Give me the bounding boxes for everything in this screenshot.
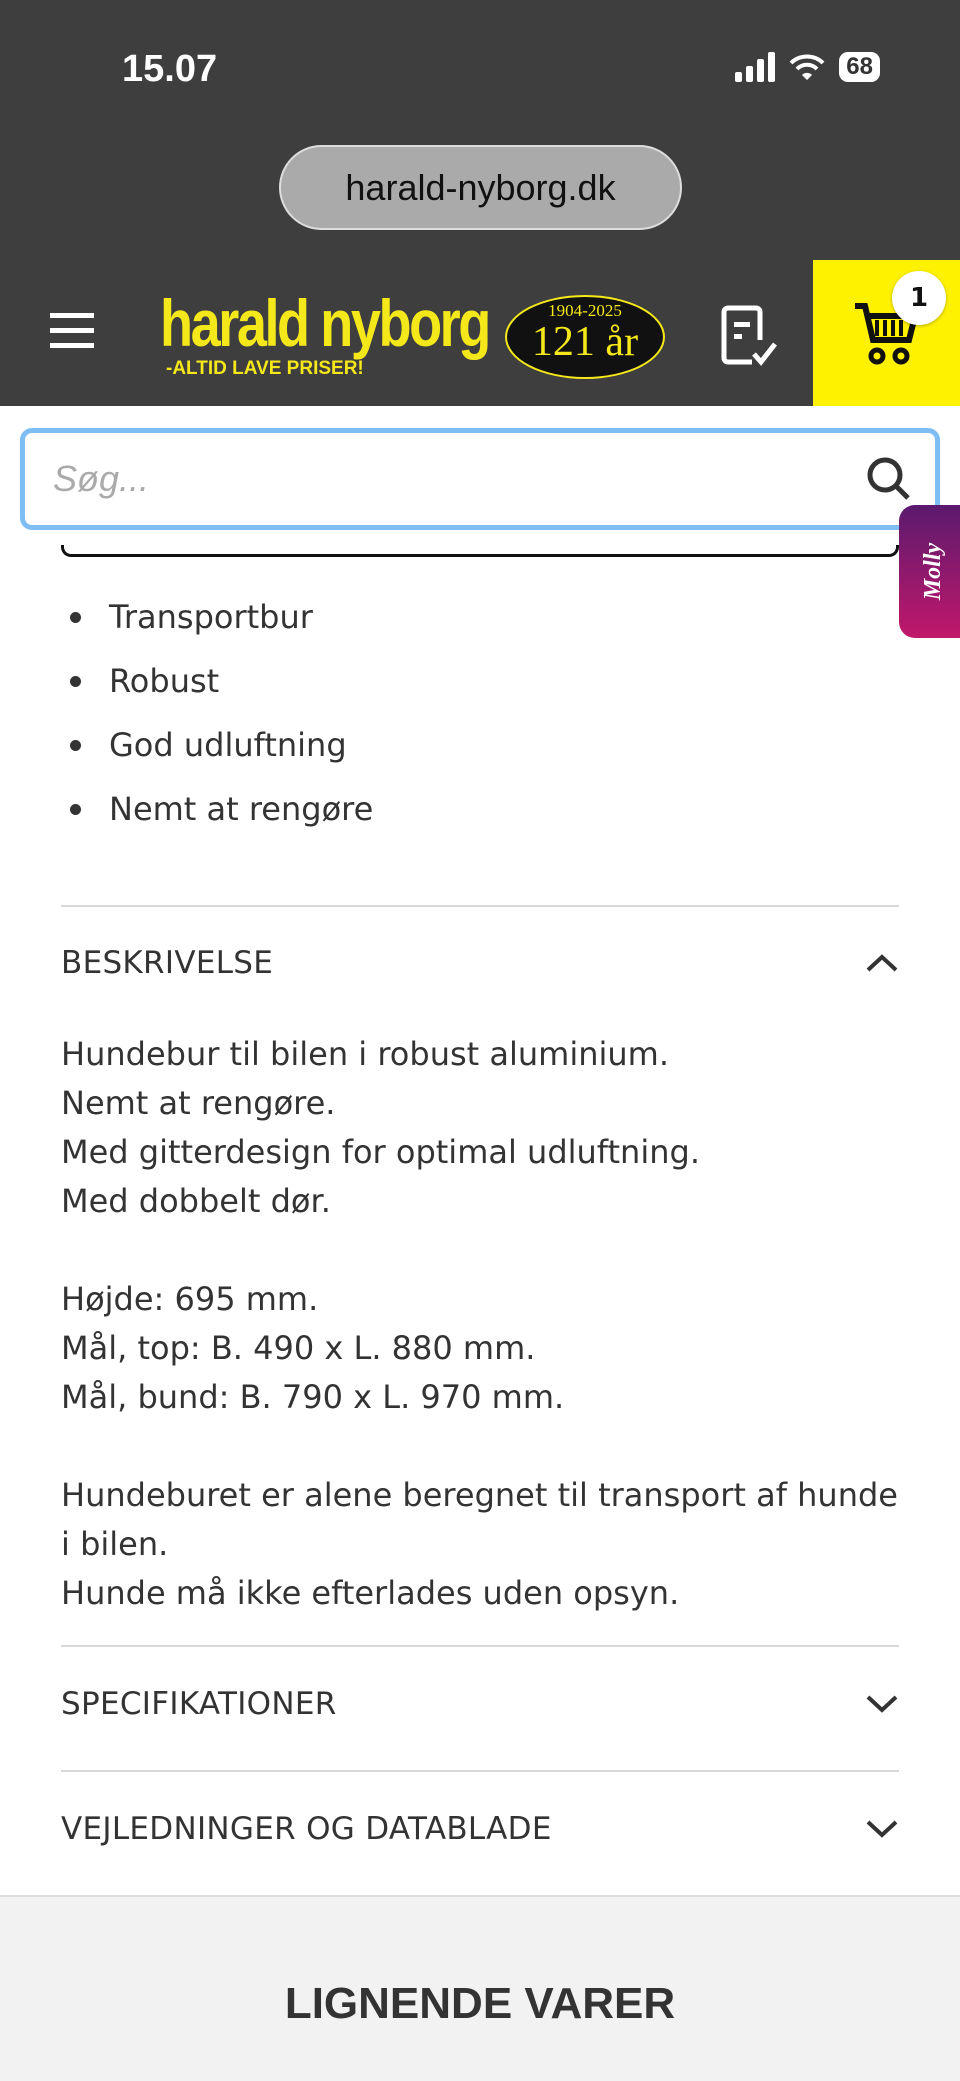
battery-indicator: 68 [839,52,880,82]
description-line: Mål, top: B. 490 x L. 880 mm. [61,1329,536,1367]
molly-chat-tab[interactable] [899,505,960,638]
feature-text: Nemt at rengøre [109,790,374,828]
search-input[interactable] [53,458,833,500]
description-line: Nemt at rengøre. [61,1084,336,1122]
chevron-down-icon [865,1694,899,1714]
logo-name: harald nyborg [160,286,489,360]
status-time: 15.07 [122,48,218,90]
anniversary-badge [505,295,665,379]
description-line [61,1422,911,1471]
chevron-up-icon [865,953,899,973]
url-bar[interactable]: harald-nyborg.dk [279,145,682,230]
feature-item [61,585,373,649]
feature-item [61,777,373,841]
accordion-title: VEJLEDNINGER OG DATABLADE [61,1811,552,1847]
feature-text: Transportbur [109,598,313,636]
divider [61,1770,899,1772]
description-line: Hunde må ikke efterlades uden opsyn. [61,1574,680,1612]
accordion-description-header[interactable] [61,945,899,981]
anniversary-years: 1904-2025 [548,301,622,320]
accordion-guides-header[interactable] [61,1811,899,1847]
previous-section-edge [61,545,899,557]
search-box[interactable] [20,428,940,530]
section-title: LIGNENDE VARER [284,1979,676,2028]
feature-item [61,713,373,777]
molly-label: Molly [920,542,947,601]
hamburger-menu-icon[interactable] [50,313,94,358]
chevron-down-icon [865,1819,899,1839]
description-line: Mål, bund: B. 790 x L. 970 mm. [61,1378,565,1416]
divider [61,1645,899,1647]
description-line: Med dobbelt dør. [61,1182,331,1220]
feature-item [61,649,373,713]
accordion-specifications-header[interactable] [61,1686,899,1722]
logo[interactable] [160,286,680,390]
accordion-title: BESKRIVELSE [61,945,274,981]
accordion-title: SPECIFIKATIONER [61,1686,337,1722]
similar-products-section [0,1895,960,2081]
feature-list [61,585,373,841]
wifi-icon [789,53,825,81]
description-line [61,1226,911,1275]
feature-text: God udluftning [109,726,347,764]
logo-tagline: -ALTID LAVE PRISER! [166,358,364,379]
status-icons [735,52,880,82]
signal-icon [735,52,775,82]
divider [61,905,899,907]
description-text [61,1030,911,1618]
description-line: Med gitterdesign for optimal udluftning. [61,1133,700,1171]
description-line: Hundebur til bilen i robust aluminium. [61,1035,669,1073]
shopping-list-icon[interactable] [718,304,778,368]
anniversary-label: 121 år [531,319,639,365]
search-icon[interactable] [865,455,913,503]
feature-text: Robust [109,662,220,700]
cart-count-badge: 1 [892,271,946,325]
description-line: Højde: 695 mm. [61,1280,319,1318]
description-line: Hundeburet er alene beregnet til transport af hunde i bilen. [61,1476,898,1563]
